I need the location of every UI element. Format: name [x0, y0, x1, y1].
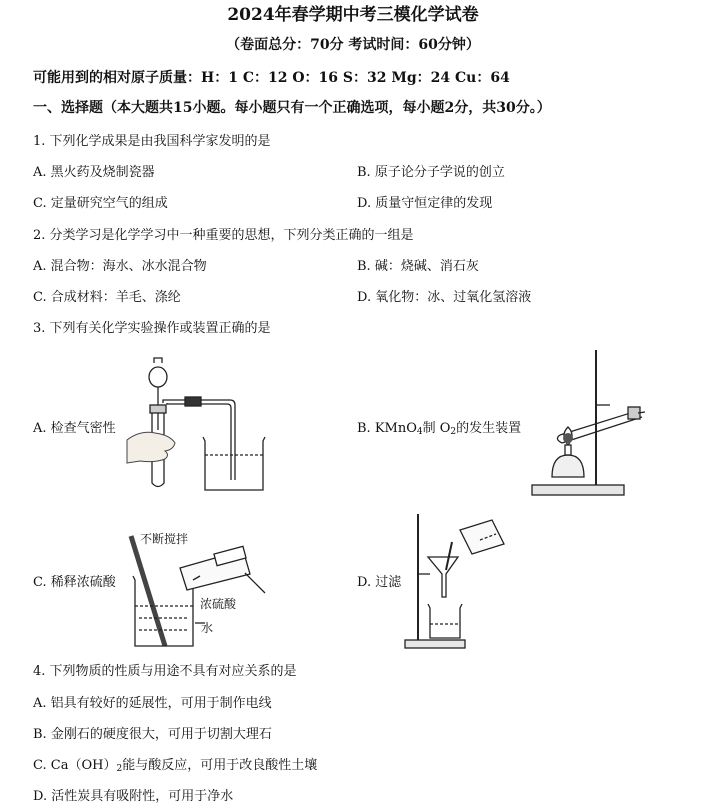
- question-3-stem: 3. 下列有关化学实验操作或装置正确的是: [33, 321, 271, 336]
- label-stir: 不断搅拌: [140, 532, 189, 546]
- q4-option-d: D. 活性炭具有吸附性，可用于净水: [33, 789, 234, 804]
- q2-option-c: C. 合成材料：羊毛、涤纶: [33, 290, 181, 305]
- q2-option-a: A. 混合物：海水、冰水混合物: [33, 259, 207, 274]
- q3-option-a: A. 检查气密性: [33, 421, 116, 436]
- q4-option-b: B. 金刚石的硬度很大，可用于切割大理石: [33, 727, 272, 742]
- label-water: 水: [201, 621, 214, 635]
- label-conc-acid: 浓硫酸: [200, 597, 237, 611]
- q4-option-c: C. $Ca(OH)_2$能与酸反应，可用于改良酸性土壤: [33, 758, 318, 774]
- q2-option-b: B. 碱：烧碱、消石灰: [357, 259, 479, 274]
- q1-option-c: C. 定量研究空气的组成: [33, 196, 168, 211]
- question-2-stem: 2. 分类学习是化学学习中一种重要的思想，下列分类正确的一组是: [33, 228, 414, 243]
- q3-option-c: C. 稀释浓硫酸: [33, 575, 116, 590]
- q1-option-b: B. 原子论分子学说的创立: [357, 165, 505, 180]
- q3-option-d: D. 过滤: [357, 575, 402, 590]
- section-heading: 一、选择题（本大题共15小题。每小题只有一个正确选项，每小题2分，共30分。）: [33, 100, 551, 116]
- q4-option-a: A. 铝具有较好的延展性，可用于制作电线: [33, 696, 272, 711]
- exam-title: 2024年春学期中考三模化学试卷: [227, 5, 479, 25]
- figure-filtration: [400, 512, 510, 652]
- question-1-stem: 1. 下列化学成果是由我国科学家发明的是: [33, 134, 271, 149]
- figure-dilute-sulfuric-acid: [125, 528, 285, 653]
- q2-option-d: D. 氧化物：冰、过氧化氢溶液: [357, 290, 532, 305]
- figure-airtightness-check: [125, 355, 265, 495]
- q1-option-d: D. 质量守恒定律的发现: [357, 196, 493, 211]
- exam-subtitle: （卷面总分：70分 考试时间：60分钟）: [226, 37, 480, 53]
- atomic-masses: 可能用到的相对原子质量：H：1 C：12 O：16 S：32 Mg：24 Cu：64: [33, 70, 510, 86]
- q1-option-a: A. 黑火药及烧制瓷器: [33, 165, 155, 180]
- figure-kmno4-apparatus: [530, 345, 645, 500]
- q3-option-b: B. KMnO$_4$制 $O_2$的发生装置: [357, 421, 522, 437]
- question-4-stem: 4. 下列物质的性质与用途不具有对应关系的是: [33, 664, 297, 679]
